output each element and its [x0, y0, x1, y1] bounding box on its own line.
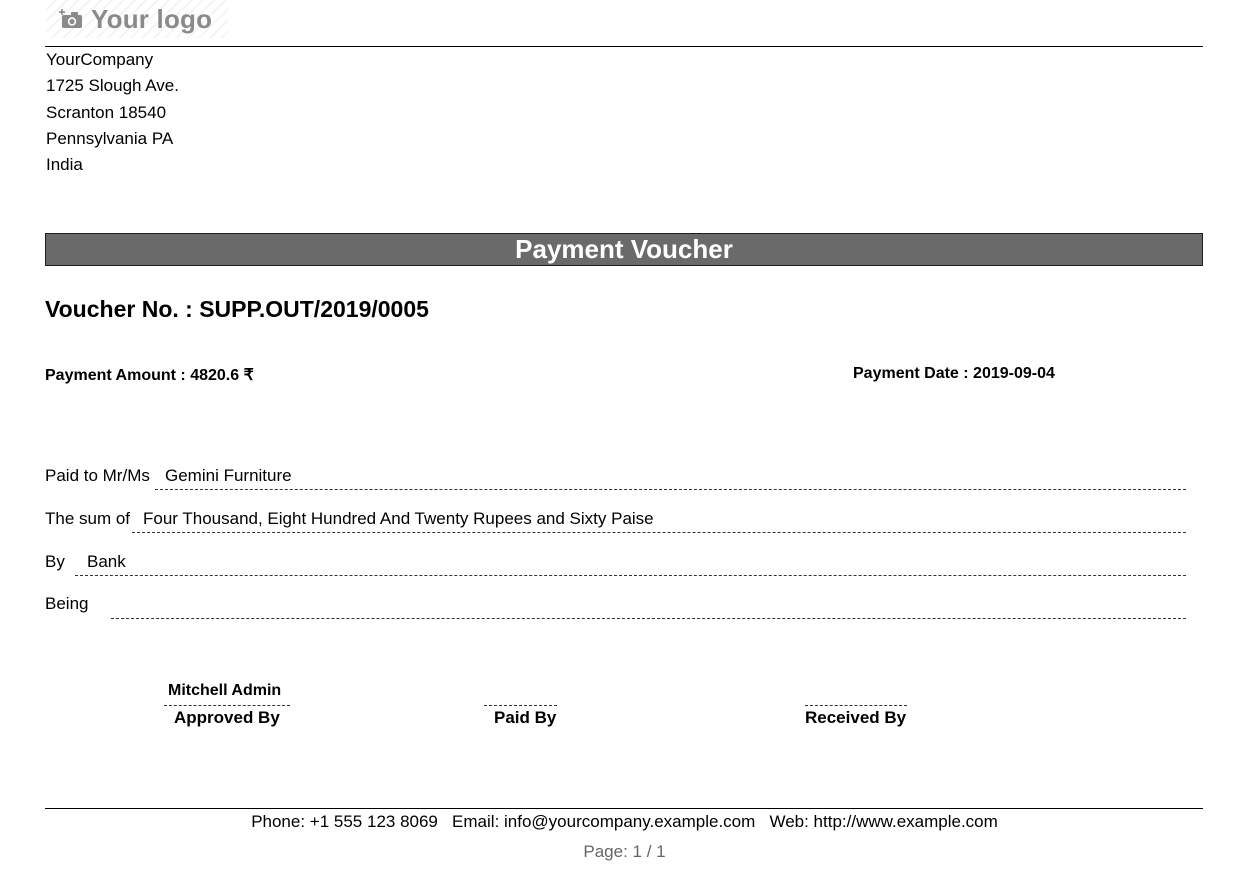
received-by-label: Received By	[805, 708, 907, 727]
payment-amount: Payment Amount : 4820.6 ₹	[45, 367, 254, 384]
company-city: Scranton 18540	[46, 103, 167, 122]
by-value: Bank	[87, 552, 126, 571]
received-signature-line	[805, 705, 907, 706]
sum-value: Four Thousand, Eight Hundred And Twenty Rupees and Sixty Paise	[143, 509, 654, 528]
company-country: India	[46, 155, 83, 174]
being-line	[111, 618, 1186, 619]
paid-to-label: Paid to Mr/Ms	[45, 466, 150, 485]
company-logo	[46, 0, 228, 38]
voucher-title-banner: Payment Voucher	[45, 233, 1203, 266]
page-number: Page: 1 / 1	[583, 842, 666, 861]
camera-plus-icon	[59, 9, 83, 29]
logo-text: Your logo	[91, 3, 213, 34]
company-street: 1725 Slough Ave.	[46, 76, 179, 95]
header-divider	[45, 46, 1203, 47]
company-state: Pennsylvania PA	[46, 129, 174, 148]
sum-label: The sum of	[45, 509, 131, 528]
paid-signature-line	[484, 705, 557, 706]
footer-contact: Phone: +1 555 123 8069 Email: info@yourcompany.example.com Web: http://www.example.com	[251, 812, 998, 831]
footer-divider	[45, 808, 1203, 809]
by-label: By	[45, 552, 65, 571]
approver-name: Mitchell Admin	[168, 682, 282, 699]
sum-line	[132, 532, 1186, 533]
by-line	[75, 575, 1186, 576]
paid-to-line	[155, 489, 1186, 490]
being-label: Being	[45, 594, 89, 613]
payment-date: Payment Date : 2019-09-04	[853, 365, 1055, 382]
paid-to-value: Gemini Furniture	[165, 466, 292, 485]
approved-signature-line	[164, 705, 290, 706]
voucher-number: Voucher No. : SUPP.OUT/2019/0005	[45, 296, 429, 322]
approved-by-label: Approved By	[174, 708, 280, 727]
company-name: YourCompany	[46, 50, 154, 69]
paid-by-label: Paid By	[494, 708, 557, 727]
